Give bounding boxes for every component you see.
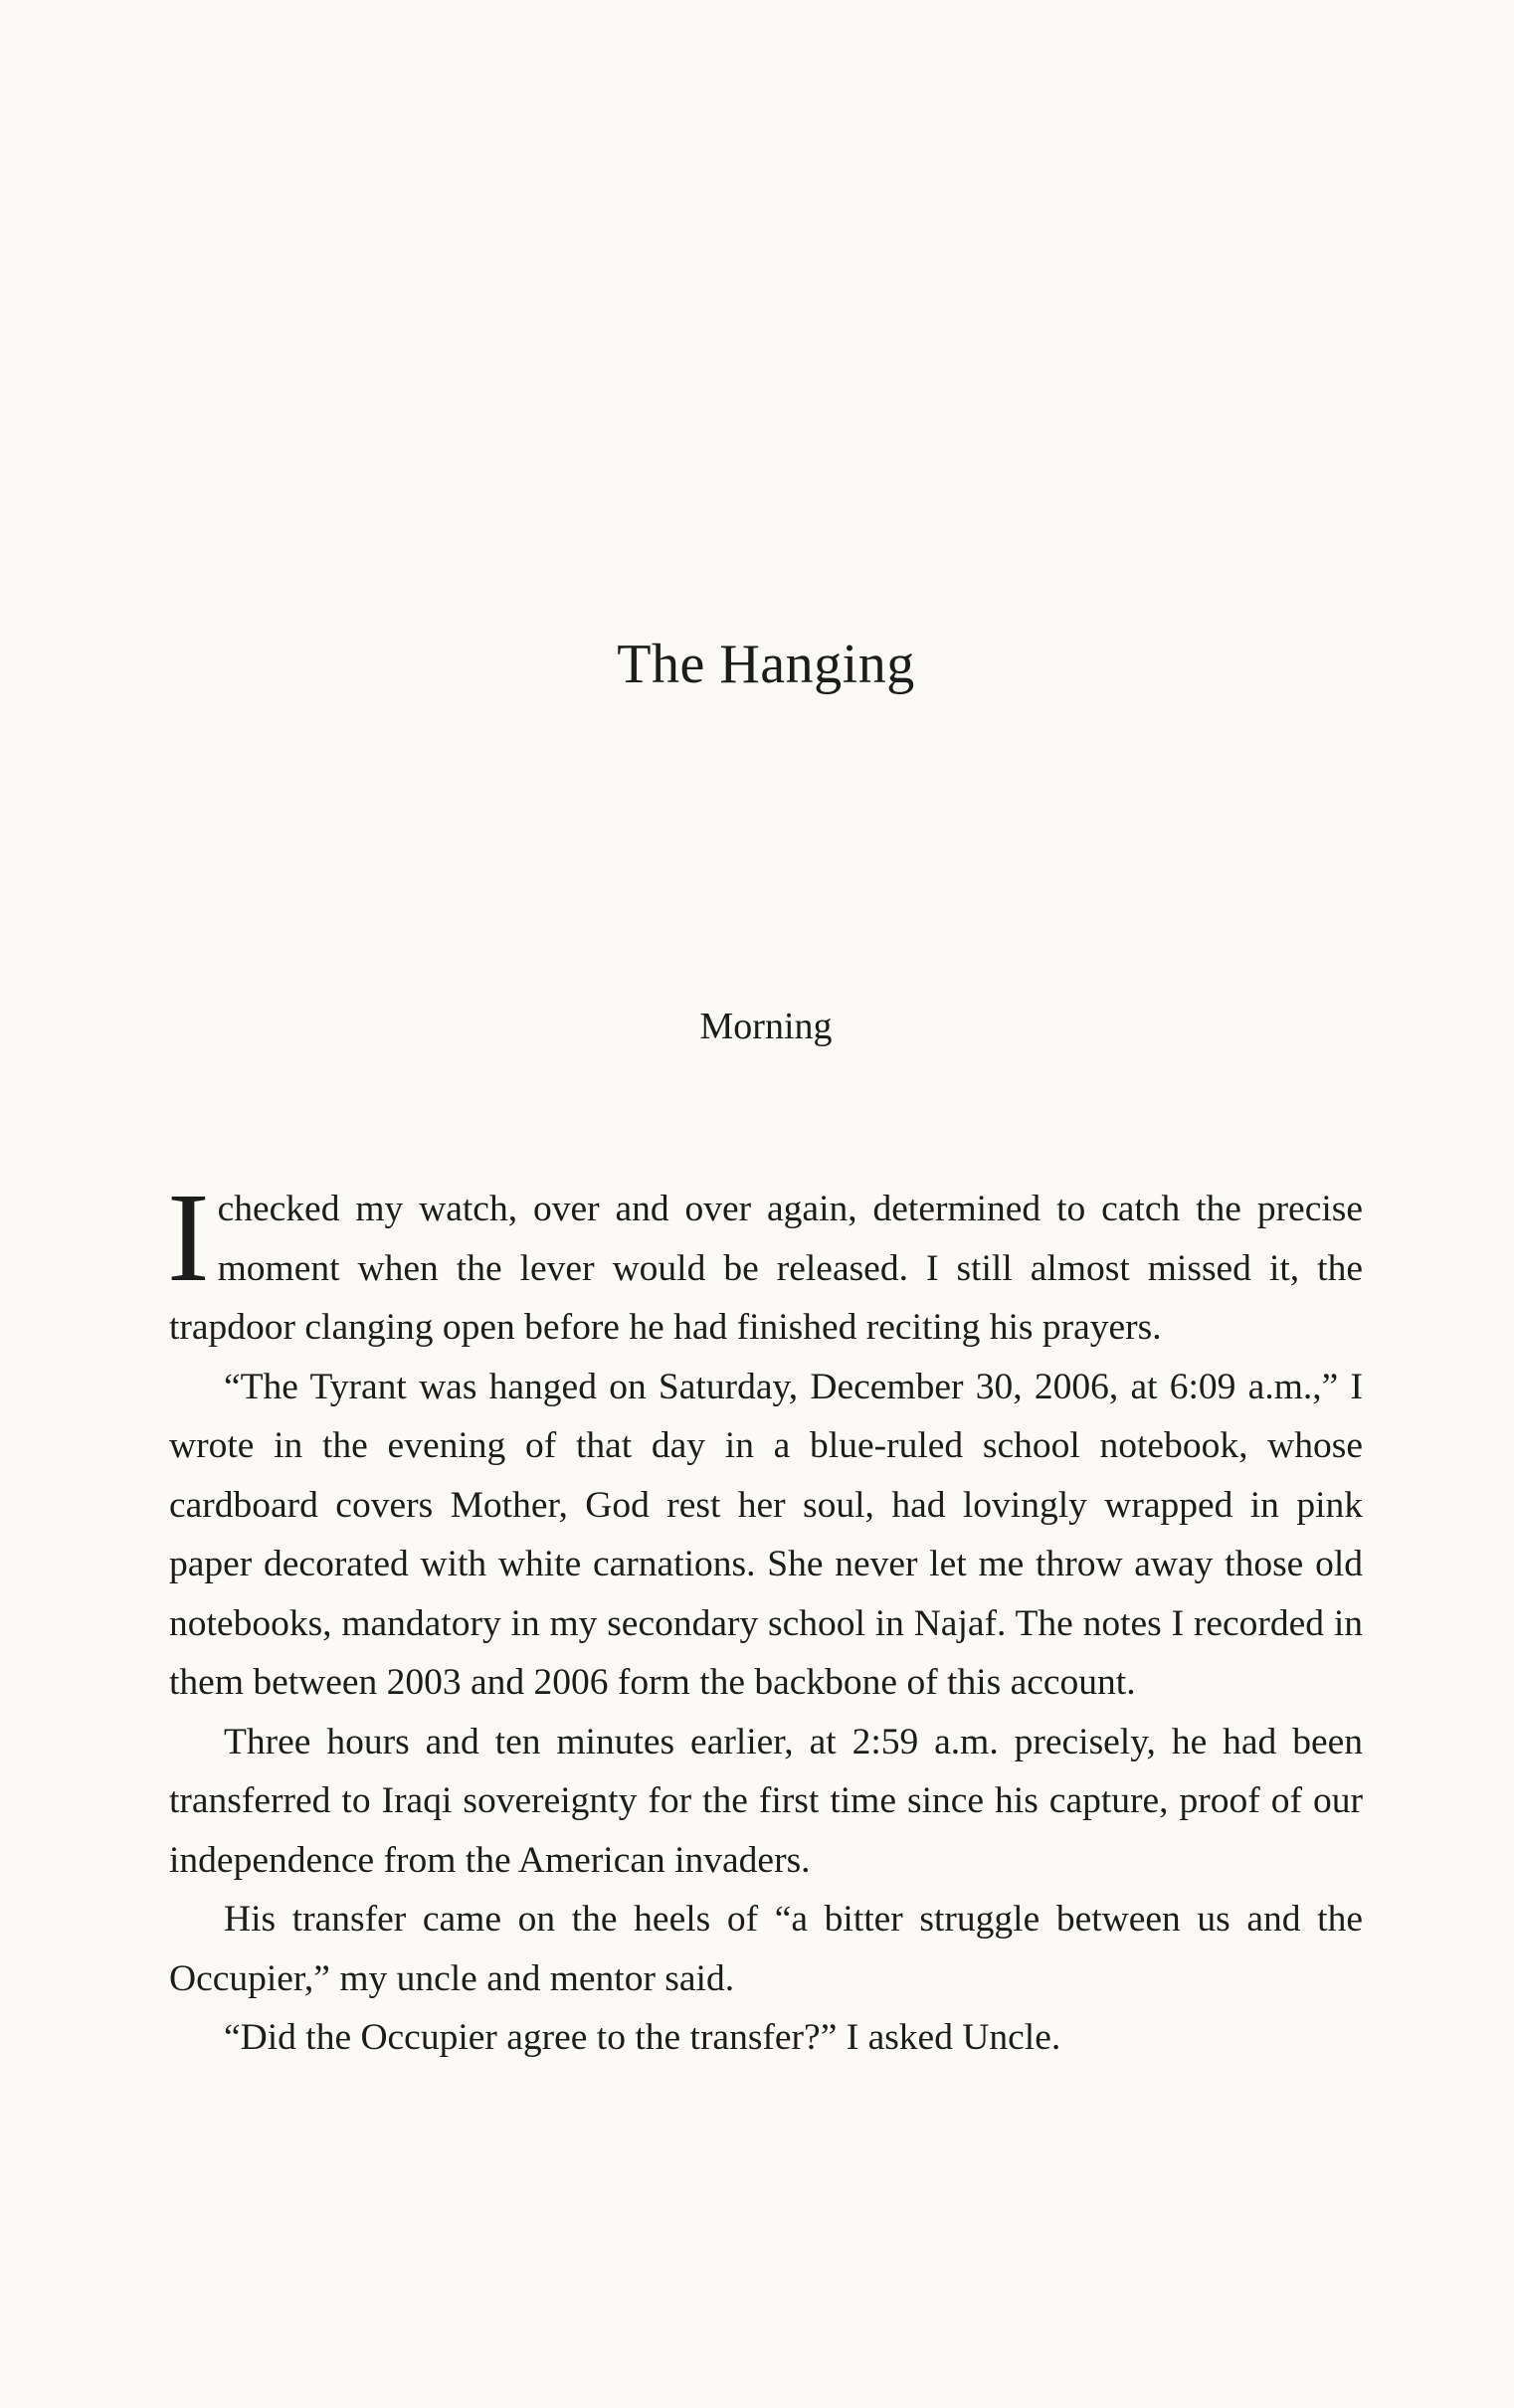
paragraph-5: “Did the Occupier agree to the transfer?” I asked Uncle.: [224, 2017, 1061, 2058]
drop-cap: I: [167, 1167, 210, 1308]
paragraph-3: Three hours and ten minutes earlier, at 2:59 a.m. precisely, he had been transferred to Iraqi sovereignty for the first time since his capture, proof of our independence from the American invaders.: [169, 1721, 1363, 1881]
paragraph-1: [167, 1167, 1363, 1358]
section-title: Morning: [699, 1006, 833, 1047]
paragraph-4: His transfer came on the heels of “a bitter struggle between us and the Occupier,” my uncle and mentor said.: [169, 1899, 1363, 1999]
chapter-title: The Hanging: [617, 634, 915, 695]
body-text: [167, 1167, 1363, 2068]
paragraph-1-text: checked my watch, over and over again, determined to catch the precise moment when the lever would be released. I still almost missed it, the trapdoor clanging open before he had finished reciting his prayers.: [169, 1189, 1363, 1348]
paragraph-2: “The Tyrant was hanged on Saturday, December 30, 2006, at 6:09 a.m.,” I wrote in the evening of that day in a blue-ruled school notebook, whose cardboard covers Mother, God rest her soul, had lovingly wrapped in pink paper decorated with white carnations. She never let me throw away those old notebooks, mandatory in my secondary school in Najaf. The notes I recorded in them between 2003 and 2006 form the backbone of this account.: [169, 1366, 1363, 1703]
